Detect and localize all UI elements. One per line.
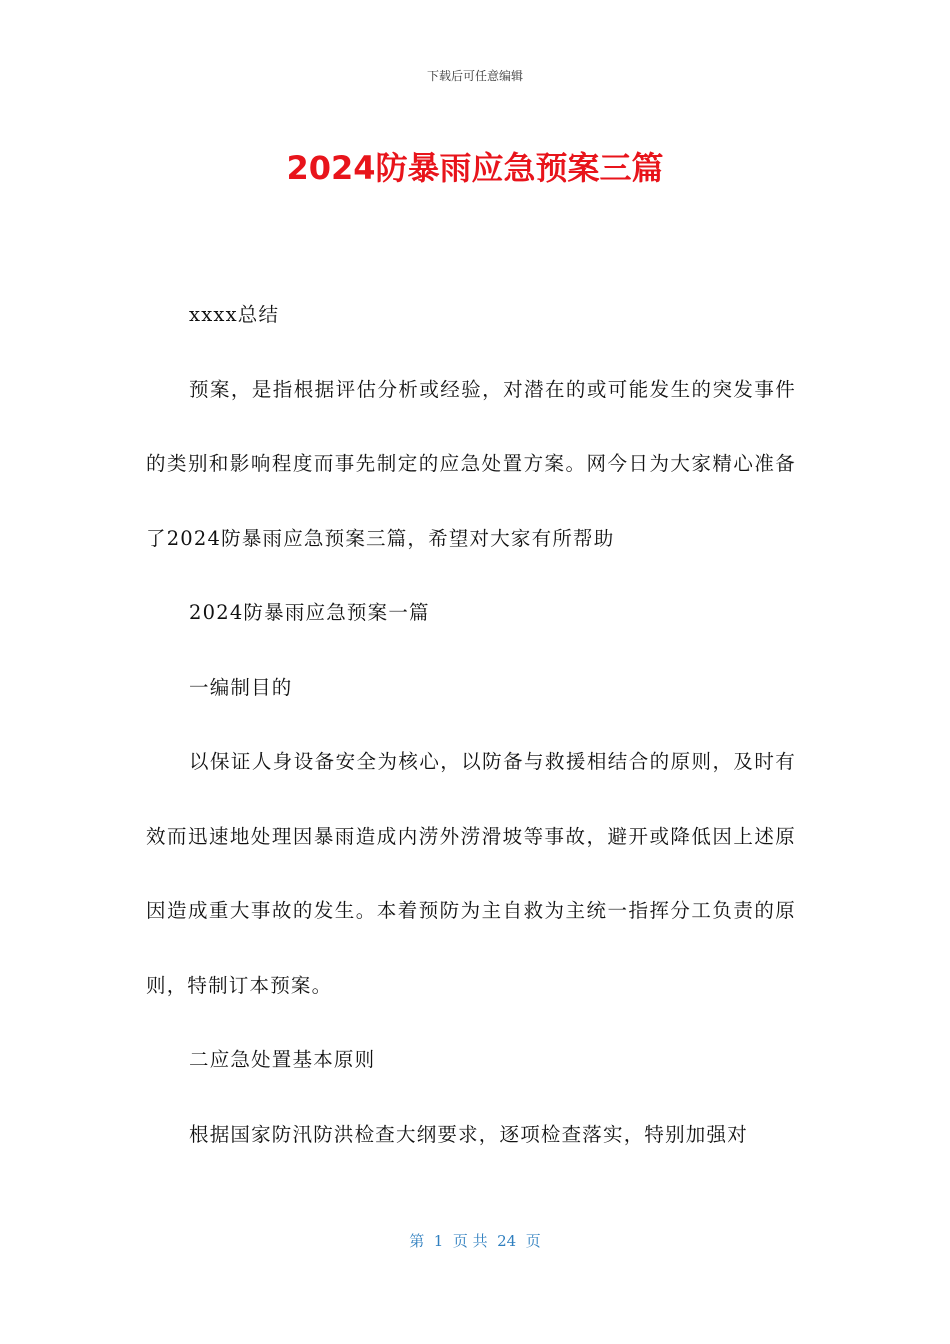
- paragraph-summary-label: xxxx总结: [189, 303, 280, 326]
- paragraph-intro: 预案，是指根据评估分析或经验，对潜在的或可能发生的突发事件的类别和影响程度而事先制定的应急处置方案。网今日为大家精心准备了2024防暴雨应急预案三篇，希望对大家有所帮助: [146, 377, 796, 550]
- paragraph-principles: 根据国家防汛防洪检查大纲要求，逐项检查落实，特别加强对: [189, 1122, 748, 1146]
- page-footer: 第 1 页 共 24 页: [409, 1232, 541, 1250]
- section-heading-principles: 二应急处置基本原则: [189, 1048, 376, 1071]
- section-heading-purpose: 一编制目的: [189, 675, 293, 699]
- section-heading-plan-one: 2024防暴雨应急预案一篇: [189, 601, 430, 624]
- paragraph-purpose: 以保证人身设备安全为核心，以防备与救援相结合的原则，及时有效而迅速地处理因暴雨造成内涝外涝滑坡等事故，避开或降低因上述原因造成重大事故的发生。本着预防为主自救为主统一指挥分工负责的原则，特制订本预案。: [146, 750, 796, 997]
- header-note: 下载后可任意编辑: [426, 69, 523, 83]
- document-title: 2024防暴雨应急预案三篇: [286, 149, 664, 187]
- document-body: [146, 278, 796, 1172]
